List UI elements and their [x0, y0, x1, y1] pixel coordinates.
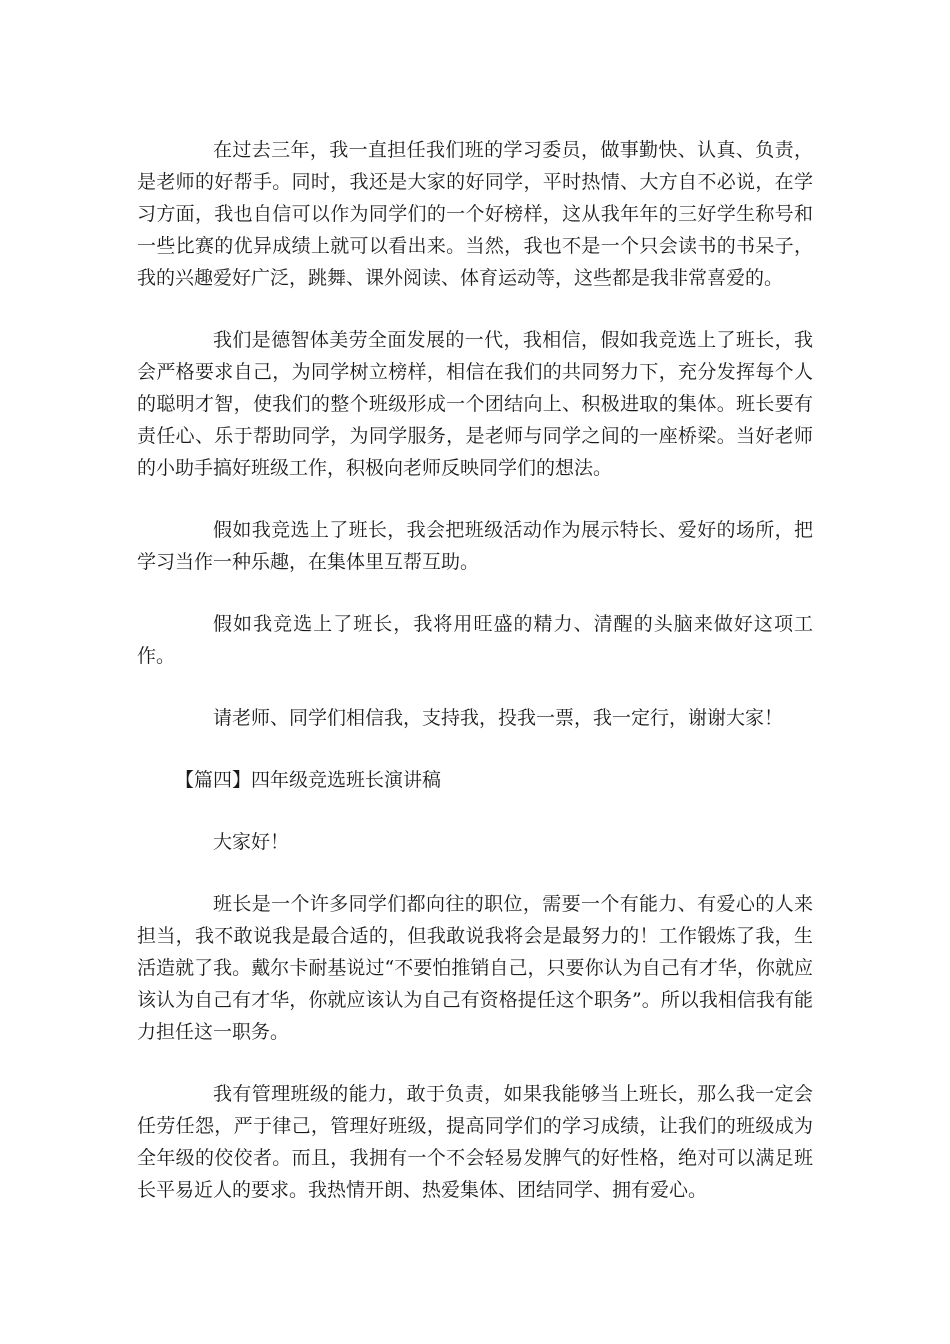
paragraph-management-ability: 我有管理班级的能力，敢于负责，如果我能够当上班长，那么我一定会任劳任怨，严于律己，管理好班级，提高同学们的学习成绩，让我们的班级成为全年级的佼佼者。而且，我拥有一个不会轻易发脾气的好性格，绝对可以满足班长平易近人的要求。我热情开朗、热爱集体、团结同学、拥有爱心。	[137, 1083, 813, 1201]
paragraph-monitor-position: 班长是一个许多同学们都向往的职位，需要一个有能力、有爱心的人来担当，我不敢说我是最合适的，但我敢说我将会是最努力的！工作锻炼了我，生活造就了我。戴尔卡耐基说过“不要怕推销自己，只要你认为自己有才华，你就应该认为自己有才华，你就应该认为自己有资格提任这个职务”。所以我相信我有能力担任这一职务。	[137, 893, 813, 1043]
paragraph-all-round-development: 我们是德智体美劳全面发展的一代，我相信，假如我竞选上了班长，我会严格要求自己，为同学树立榜样，相信在我们的共同努力下，充分发挥每个人的聪明才智，使我们的整个班级形成一个团结向上、积极进取的集体。班长要有责任心、乐于帮助同学，为同学服务，是老师与同学之间的一座桥梁。当好老师的小助手搞好班级工作，积极向老师反映同学们的想法。	[137, 329, 813, 479]
paragraph-class-activities: 假如我竞选上了班长，我会把班级活动作为展示特长、爱好的场所，把学习当作一种乐趣，在集体里互帮互助。	[137, 519, 813, 573]
paragraph-study-committee: 在过去三年，我一直担任我们班的学习委员，做事勤快、认真、负责，是老师的好帮手。同时，我还是大家的好同学，平时热情、大方自不必说，在学习方面，我也自信可以作为同学们的一个好榜样，这从我年年的三好学生称号和一些比赛的优异成绩上就可以看出来。当然，我也不是一个只会读书的书呆子，我的兴趣爱好广泛，跳舞、课外阅读、体育运动等，这些都是我非常喜爱的。	[137, 139, 813, 289]
section-heading: 【篇四】四年级竞选班长演讲稿	[175, 769, 442, 791]
document-body	[137, 134, 813, 1206]
paragraph-energy: 假如我竞选上了班长，我将用旺盛的精力、清醒的头脑来做好这项工作。	[137, 613, 813, 667]
paragraph-vote-request: 请老师、同学们相信我，支持我，投我一票，我一定行，谢谢大家！	[213, 707, 784, 729]
greeting: 大家好！	[213, 831, 290, 853]
